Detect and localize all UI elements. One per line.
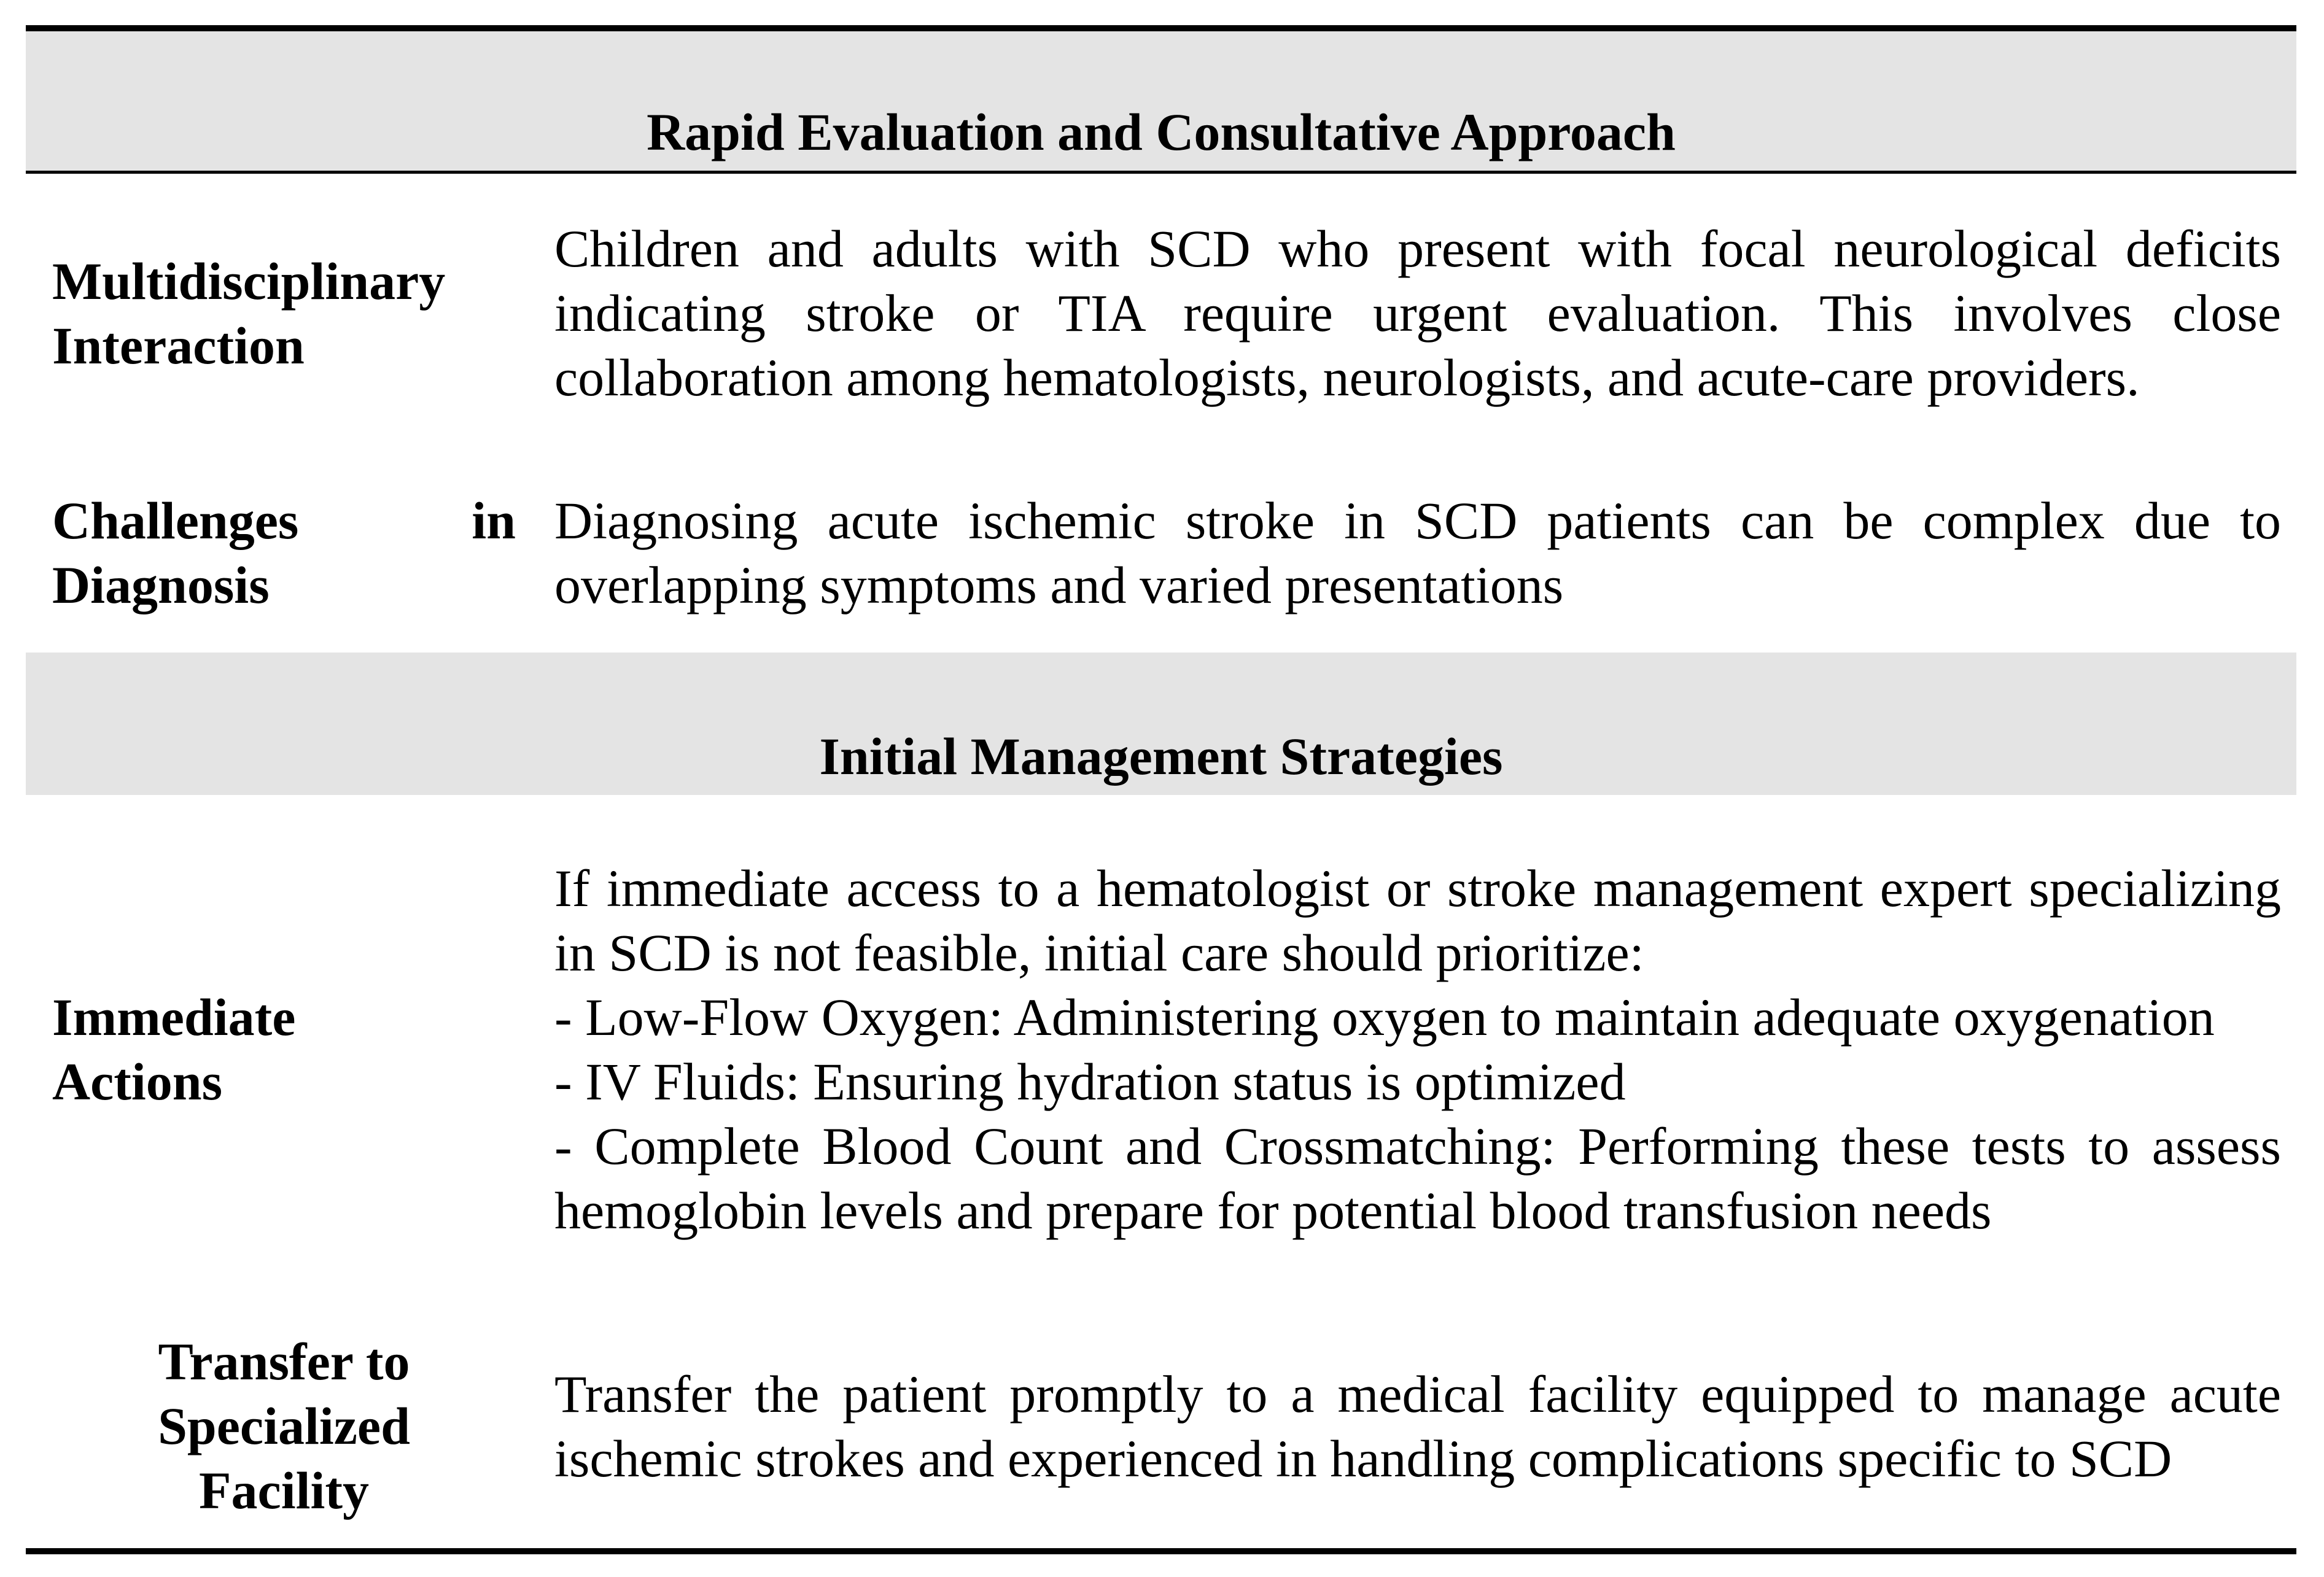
row-content — [542, 856, 2296, 1243]
row-label-line: Facility — [198, 1461, 370, 1520]
row-label — [26, 985, 542, 1114]
row-content — [542, 1362, 2296, 1491]
paragraph: - IV Fluids: Ensuring hydration status is optimized — [554, 1052, 1626, 1111]
row-label-line: Multidisciplinary — [52, 251, 446, 311]
row-label-line: Immediate — [52, 988, 296, 1047]
paragraph: Transfer the patient promptly to a medical facility equipped to manage acute ischemic strokes and experienced in handling complications specific to SCD — [554, 1364, 2281, 1488]
clinical-approach-table — [26, 25, 2296, 1554]
row-label-line: Diagnosis — [52, 555, 270, 614]
paragraph: Diagnosing acute ischemic stroke in SCD patients can be complex due to overlapping symptoms and varied presentations — [554, 490, 2281, 614]
row-label — [26, 489, 542, 618]
row-label — [26, 249, 542, 378]
row-label-line: Interaction — [52, 316, 305, 375]
section-header-rapid-evaluation — [26, 31, 2296, 174]
paragraph: - Low-Flow Oxygen: Administering oxygen to maintain adequate oxygenation — [554, 988, 2215, 1047]
row-label — [26, 1330, 542, 1523]
table-row-multidisciplinary-interaction — [26, 174, 2296, 453]
paragraph: Children and adults with SCD who present with focal neurological deficits indicating stroke or TIA require urgent evaluation. This involves close collaboration among hematologists, neurologists, and acute-care providers. — [554, 219, 2281, 407]
paragraph: - Complete Blood Count and Crossmatching: Performing these tests to assess hemoglobin levels and prepare for potential blood transfusion needs — [554, 1117, 2281, 1240]
row-content — [542, 489, 2296, 618]
table-row-challenges-in-diagnosis — [26, 453, 2296, 653]
row-content — [542, 217, 2296, 410]
row-label-line: Specialized — [158, 1397, 410, 1455]
row-label-line: Actions — [52, 1052, 223, 1111]
row-label-line: Transfer to — [158, 1332, 410, 1391]
paragraph: If immediate access to a hematologist or stroke management expert specializing in SCD is not feasible, initial care should prioritize: — [554, 859, 2281, 982]
table-row-transfer-to-specialized-facility — [26, 1304, 2296, 1548]
row-label-line: Challenges in — [52, 490, 516, 550]
table-row-immediate-actions — [26, 795, 2296, 1304]
section-header-title: Rapid Evaluation and Consultative Approach — [647, 103, 1676, 161]
section-header-initial-management — [26, 653, 2296, 795]
section-header-title: Initial Management Strategies — [819, 727, 1503, 786]
